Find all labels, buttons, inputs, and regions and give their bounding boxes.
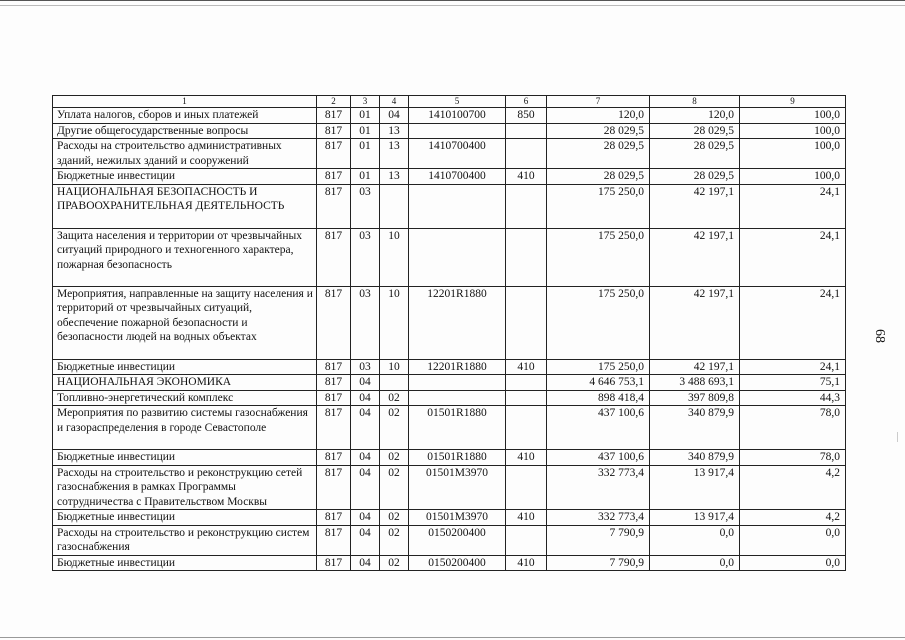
gov-code: 817 bbox=[317, 108, 351, 124]
row-name: Расходы на строительство и реконструкцию сетей газоснабжения в рамках Программы сотрудничества с Правительством Москвы bbox=[53, 465, 317, 510]
approved-amount: 7 790,9 bbox=[547, 555, 650, 571]
approved-amount: 175 250,0 bbox=[547, 184, 650, 228]
target-article bbox=[409, 228, 506, 286]
table-row bbox=[53, 123, 846, 139]
expense-type: 410 bbox=[506, 555, 547, 571]
row-name: Защита населения и территории от чрезвычайных ситуаций природного и техногенного характера, пожарная безопасность bbox=[53, 228, 317, 286]
execution-percent: 78,0 bbox=[740, 450, 846, 466]
target-article: 12201R1880 bbox=[409, 359, 506, 375]
section-code: 04 bbox=[351, 465, 380, 510]
column-number: 1 bbox=[53, 96, 317, 108]
subsection-code: 02 bbox=[380, 450, 409, 466]
target-article: 01501R1880 bbox=[409, 450, 506, 466]
table-row bbox=[53, 555, 846, 571]
execution-percent: 0,0 bbox=[740, 525, 846, 555]
gov-code: 817 bbox=[317, 525, 351, 555]
row-name: Другие общегосударственные вопросы bbox=[53, 123, 317, 139]
gov-code: 817 bbox=[317, 286, 351, 359]
executed-amount: 120,0 bbox=[650, 108, 740, 124]
target-article bbox=[409, 123, 506, 139]
budget-table bbox=[52, 95, 846, 571]
execution-percent: 100,0 bbox=[740, 139, 846, 169]
column-number: 4 bbox=[380, 96, 409, 108]
target-article: 0150200400 bbox=[409, 525, 506, 555]
section-code: 03 bbox=[351, 228, 380, 286]
column-number: 8 bbox=[650, 96, 740, 108]
gov-code: 817 bbox=[317, 169, 351, 185]
row-name: НАЦИОНАЛЬНАЯ БЕЗОПАСНОСТЬ И ПРАВООХРАНИТЕЛЬНАЯ ДЕЯТЕЛЬНОСТЬ bbox=[53, 184, 317, 228]
execution-percent: 100,0 bbox=[740, 123, 846, 139]
target-article: 1410100700 bbox=[409, 108, 506, 124]
row-name: Бюджетные инвестиции bbox=[53, 450, 317, 466]
table-row bbox=[53, 108, 846, 124]
target-article: 01501M3970 bbox=[409, 465, 506, 510]
table-row bbox=[53, 228, 846, 286]
section-code: 04 bbox=[351, 450, 380, 466]
gov-code: 817 bbox=[317, 510, 351, 526]
gov-code: 817 bbox=[317, 359, 351, 375]
executed-amount: 42 197,1 bbox=[650, 228, 740, 286]
approved-amount: 175 250,0 bbox=[547, 286, 650, 359]
expense-type bbox=[506, 184, 547, 228]
subsection-code bbox=[380, 375, 409, 391]
execution-percent: 44,3 bbox=[740, 390, 846, 406]
gov-code: 817 bbox=[317, 123, 351, 139]
table-row bbox=[53, 169, 846, 185]
execution-percent: 100,0 bbox=[740, 108, 846, 124]
execution-percent: 4,2 bbox=[740, 465, 846, 510]
expense-type: 410 bbox=[506, 450, 547, 466]
gov-code: 817 bbox=[317, 184, 351, 228]
subsection-code: 10 bbox=[380, 359, 409, 375]
executed-amount: 340 879,9 bbox=[650, 450, 740, 466]
section-code: 04 bbox=[351, 555, 380, 571]
subsection-code: 02 bbox=[380, 555, 409, 571]
executed-amount: 28 029,5 bbox=[650, 169, 740, 185]
expense-type bbox=[506, 406, 547, 450]
expense-type bbox=[506, 465, 547, 510]
execution-percent: 78,0 bbox=[740, 406, 846, 450]
section-code: 04 bbox=[351, 375, 380, 391]
expense-type bbox=[506, 525, 547, 555]
executed-amount: 397 809,8 bbox=[650, 390, 740, 406]
approved-amount: 437 100,6 bbox=[547, 406, 650, 450]
executed-amount: 13 917,4 bbox=[650, 510, 740, 526]
column-number-row bbox=[53, 96, 846, 108]
gov-code: 817 bbox=[317, 450, 351, 466]
target-article: 0150200400 bbox=[409, 555, 506, 571]
table-row bbox=[53, 184, 846, 228]
row-name: Расходы на строительство административных зданий, нежилых зданий и сооружений bbox=[53, 139, 317, 169]
approved-amount: 7 790,9 bbox=[547, 525, 650, 555]
gov-code: 817 bbox=[317, 228, 351, 286]
approved-amount: 175 250,0 bbox=[547, 228, 650, 286]
row-name: Расходы на строительство и реконструкцию систем газоснабжения bbox=[53, 525, 317, 555]
table-row bbox=[53, 286, 846, 359]
target-article bbox=[409, 184, 506, 228]
scan-mark bbox=[897, 432, 898, 442]
subsection-code: 13 bbox=[380, 139, 409, 169]
approved-amount: 28 029,5 bbox=[547, 123, 650, 139]
table-row bbox=[53, 465, 846, 510]
approved-amount: 175 250,0 bbox=[547, 359, 650, 375]
section-code: 03 bbox=[351, 286, 380, 359]
row-name: Топливно-энергетический комплекс bbox=[53, 390, 317, 406]
row-name: Бюджетные инвестиции bbox=[53, 169, 317, 185]
gov-code: 817 bbox=[317, 375, 351, 391]
column-number: 5 bbox=[409, 96, 506, 108]
row-name: Мероприятия, направленные на защиту населения и территорий от чрезвычайных ситуаций, обеспечение пожарной безопасности и безопасности людей на водных объектах bbox=[53, 286, 317, 359]
budget-table-body bbox=[53, 96, 846, 571]
subsection-code: 02 bbox=[380, 406, 409, 450]
row-name: Уплата налогов, сборов и иных платежей bbox=[53, 108, 317, 124]
gov-code: 817 bbox=[317, 406, 351, 450]
target-article: 12201R1880 bbox=[409, 286, 506, 359]
target-article bbox=[409, 390, 506, 406]
subsection-code: 02 bbox=[380, 510, 409, 526]
row-name: Мероприятия по развитию системы газоснабжения и газораспределения в городе Севастополе bbox=[53, 406, 317, 450]
column-number: 6 bbox=[506, 96, 547, 108]
top-rule-secondary bbox=[0, 5, 905, 6]
section-code: 01 bbox=[351, 139, 380, 169]
row-name: Бюджетные инвестиции bbox=[53, 555, 317, 571]
section-code: 03 bbox=[351, 359, 380, 375]
executed-amount: 42 197,1 bbox=[650, 184, 740, 228]
executed-amount: 340 879,9 bbox=[650, 406, 740, 450]
table-row bbox=[53, 450, 846, 466]
table-row bbox=[53, 406, 846, 450]
executed-amount: 28 029,5 bbox=[650, 139, 740, 169]
expense-type: 410 bbox=[506, 169, 547, 185]
executed-amount: 13 917,4 bbox=[650, 465, 740, 510]
execution-percent: 4,2 bbox=[740, 510, 846, 526]
table-row bbox=[53, 510, 846, 526]
expense-type bbox=[506, 139, 547, 169]
approved-amount: 332 773,4 bbox=[547, 465, 650, 510]
expense-type: 850 bbox=[506, 108, 547, 124]
row-name: Бюджетные инвестиции bbox=[53, 510, 317, 526]
approved-amount: 332 773,4 bbox=[547, 510, 650, 526]
page-number: 68 bbox=[872, 329, 887, 343]
execution-percent: 75,1 bbox=[740, 375, 846, 391]
executed-amount: 0,0 bbox=[650, 525, 740, 555]
expense-type bbox=[506, 123, 547, 139]
column-number: 3 bbox=[351, 96, 380, 108]
target-article bbox=[409, 375, 506, 391]
table-row bbox=[53, 375, 846, 391]
target-article: 1410700400 bbox=[409, 139, 506, 169]
gov-code: 817 bbox=[317, 465, 351, 510]
expense-type bbox=[506, 286, 547, 359]
expense-type bbox=[506, 228, 547, 286]
section-code: 04 bbox=[351, 406, 380, 450]
column-number: 2 bbox=[317, 96, 351, 108]
subsection-code: 13 bbox=[380, 169, 409, 185]
section-code: 04 bbox=[351, 390, 380, 406]
approved-amount: 28 029,5 bbox=[547, 169, 650, 185]
target-article: 01501M3970 bbox=[409, 510, 506, 526]
gov-code: 817 bbox=[317, 139, 351, 169]
table-row bbox=[53, 139, 846, 169]
subsection-code: 10 bbox=[380, 286, 409, 359]
subsection-code: 02 bbox=[380, 525, 409, 555]
subsection-code: 04 bbox=[380, 108, 409, 124]
approved-amount: 437 100,6 bbox=[547, 450, 650, 466]
approved-amount: 898 418,4 bbox=[547, 390, 650, 406]
subsection-code bbox=[380, 184, 409, 228]
bottom-rule bbox=[0, 637, 905, 638]
subsection-code: 10 bbox=[380, 228, 409, 286]
subsection-code: 13 bbox=[380, 123, 409, 139]
approved-amount: 4 646 753,1 bbox=[547, 375, 650, 391]
executed-amount: 0,0 bbox=[650, 555, 740, 571]
table-row bbox=[53, 359, 846, 375]
top-rule bbox=[0, 0, 905, 1]
approved-amount: 28 029,5 bbox=[547, 139, 650, 169]
execution-percent: 24,1 bbox=[740, 184, 846, 228]
gov-code: 817 bbox=[317, 390, 351, 406]
row-name: Бюджетные инвестиции bbox=[53, 359, 317, 375]
table-row bbox=[53, 525, 846, 555]
execution-percent: 24,1 bbox=[740, 228, 846, 286]
section-code: 01 bbox=[351, 123, 380, 139]
execution-percent: 24,1 bbox=[740, 359, 846, 375]
section-code: 04 bbox=[351, 510, 380, 526]
subsection-code: 02 bbox=[380, 390, 409, 406]
expense-type bbox=[506, 375, 547, 391]
executed-amount: 28 029,5 bbox=[650, 123, 740, 139]
execution-percent: 0,0 bbox=[740, 555, 846, 571]
section-code: 04 bbox=[351, 525, 380, 555]
table-row bbox=[53, 390, 846, 406]
row-name: НАЦИОНАЛЬНАЯ ЭКОНОМИКА bbox=[53, 375, 317, 391]
executed-amount: 42 197,1 bbox=[650, 286, 740, 359]
executed-amount: 3 488 693,1 bbox=[650, 375, 740, 391]
subsection-code: 02 bbox=[380, 465, 409, 510]
target-article: 1410700400 bbox=[409, 169, 506, 185]
column-number: 9 bbox=[740, 96, 846, 108]
executed-amount: 42 197,1 bbox=[650, 359, 740, 375]
gov-code: 817 bbox=[317, 555, 351, 571]
section-code: 03 bbox=[351, 184, 380, 228]
column-number: 7 bbox=[547, 96, 650, 108]
approved-amount: 120,0 bbox=[547, 108, 650, 124]
section-code: 01 bbox=[351, 108, 380, 124]
expense-type bbox=[506, 390, 547, 406]
target-article: 01501R1880 bbox=[409, 406, 506, 450]
execution-percent: 100,0 bbox=[740, 169, 846, 185]
expense-type: 410 bbox=[506, 359, 547, 375]
execution-percent: 24,1 bbox=[740, 286, 846, 359]
section-code: 01 bbox=[351, 169, 380, 185]
expense-type: 410 bbox=[506, 510, 547, 526]
